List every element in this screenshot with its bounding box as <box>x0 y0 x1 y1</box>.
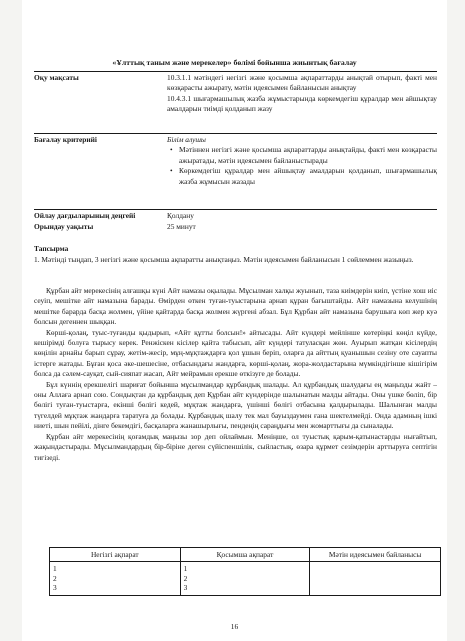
worksheet-page <box>22 0 447 641</box>
duration-value: 25 минут <box>167 222 196 231</box>
page-number: 16 <box>230 622 239 631</box>
main-info-cell[interactable] <box>50 562 181 596</box>
paragraph: Құрбан айт мерекесінің қоғамдық маңызы зор деп ойлаймын. Меніңше, ол туыстық қарым-қатынастарды нығайтып, жақындастырады. Мұсылмандардың бір-біріне деген сүйіспеншілік, сыйластық, өзара құрмет сезімдерін арттыруға септігін тигізеді. <box>34 431 437 462</box>
reading-text <box>34 286 437 463</box>
criteria-value <box>167 135 437 187</box>
task-instruction: 1. Мәтінді тыңдап, 3 негізгі және қосымша ақпаратты анықтаңыз. Мәтін идеясымен байланысын 1 сөйлеммен жазыңыз. <box>34 255 414 264</box>
level-value: Қолдану <box>167 211 194 220</box>
paragraph: Құрбан айт мерекесінің алғашқы күні Айт намазы оқылады. Мұсылман халқы жуынып, таза киімдерін киіп, үстіне хош иіс сеуіп, мешітке айт намазына барады. Өмірден өткен туған-туыстарына арнап құран бағыштайды. Айт намазына келушінің мешітке барарда басқа жолмен, үйіне қайтарда басқа жолмен жүргені абзал. Бұл Құрбан айт намазына барушыға көп жер куә болсын дегеннен шыққан. <box>34 286 437 327</box>
task-heading: Тапсырма <box>34 244 69 253</box>
table-header: Мәтін идеясымен байланысы <box>310 548 441 562</box>
goal-label: Оқу мақсаты <box>34 73 79 82</box>
idea-link-cell[interactable] <box>310 562 441 596</box>
row-number: 2 <box>183 573 188 583</box>
criteria-divider <box>34 209 437 210</box>
criteria-lead: Білім алушы <box>167 135 206 144</box>
top-divider <box>34 71 437 72</box>
table-row <box>50 562 441 596</box>
level-label: Ойлау дағдыларының деңгейі <box>34 211 136 220</box>
duration-label: Орындау уақыты <box>34 222 94 231</box>
table-header: Қосымша ақпарат <box>180 548 310 562</box>
criteria-item: • Көркемдегіш құралдар мен айшықтау амалдарын қолданып, шығармашылық жазба жұмысын жазады <box>179 166 437 187</box>
criteria-label: Бағалау критерийі <box>34 135 97 144</box>
table-header-row <box>50 548 441 562</box>
answer-table <box>49 547 441 596</box>
row-number: 1 <box>183 564 188 573</box>
row-number: 2 <box>53 573 57 583</box>
goal-item: 10.4.3.1 шығармашылық жазба жұмыстарында көркемдегіш құралдар мен айшықтау амалдарын тиімді қолданып жазу <box>167 93 437 114</box>
criteria-list <box>167 145 437 187</box>
row-number: 3 <box>183 583 188 592</box>
goal-value <box>167 73 437 115</box>
paragraph: Бұл күннің ерекшелігі шариғат бойынша мұсылмандар құрбандық шалады. Ал құрбандық шалудағы ең маңызды жайт – оны Аллаға арнап сою. Сондықтан да құрбандық деп Құрбан айт күндерінде шалынатын малды айтады. Оны үшке бөліп, бір бөлігі туған-туыстарға, екінші бөлігі кедей, мұқтаж жандарға, үшінші бөлігі отбасына қалдырылады. Шалынған малды түгелдей мұқтаж жандарға таратуға да болады. Құрбандық шалу тек мал бауыздаумен ғана шектелмейді. Онда адамның ішкі ниеті, шын пейілі, дінге бекемдігі, басқаларға жанашырлығы, пендеңің сараңдығы мен жомарттығы да сыналады. <box>34 379 437 431</box>
row-number: 1 <box>53 564 57 573</box>
goal-item: 10.3.1.1 мәтіндегі негізгі және қосымша ақпараттарды анықтай отырып, факті мен көзқарасты ажырату, мәтін идеясымен байланысын анықтау <box>167 73 437 93</box>
goal-divider <box>34 133 437 134</box>
paragraph: Көрші-қолаң, туыс-туғанды қыдырып, «Айт құтты болсын!» айтысады. Айт күндері мейлінше көтеріңкі көңіл күйде, кешірімді болуға тырысу керек. Ренжіскен кісілер қайта табысып, айт күндері татуласқан жөн. Ауырып жатқан кісілердің көңілін арнайы барып сұрау, жетім-жесір, мұң-мұқтаждарға қол ұшын беріп, оларға да айттың қуанышын сезіну оте сауапты істерге жатады. Бұған қоса әке-шешесіне, отбасындағы жандарға, көрші-қолаң, жора-жолдастарына мүмкіндігінше кішігірім болса да сәлем-сауқат, сый-сияпат жасап, Айт мейрамын ерекше өткізуге де болады. <box>34 327 437 379</box>
criteria-item: • Мәтіннен негізгі және қосымша ақпараттарды анықтайды, факті мен көзқарасты ажыратады, мәтін идеясымен байланыстырады <box>179 145 437 166</box>
table-header: Негізгі ақпарат <box>50 548 181 562</box>
page-title: «Ұлттық таным және мерекелер» бөлімі бойынша жиынтық бағалау <box>112 58 357 67</box>
row-number: 3 <box>53 583 57 592</box>
extra-info-cell[interactable] <box>180 562 310 596</box>
